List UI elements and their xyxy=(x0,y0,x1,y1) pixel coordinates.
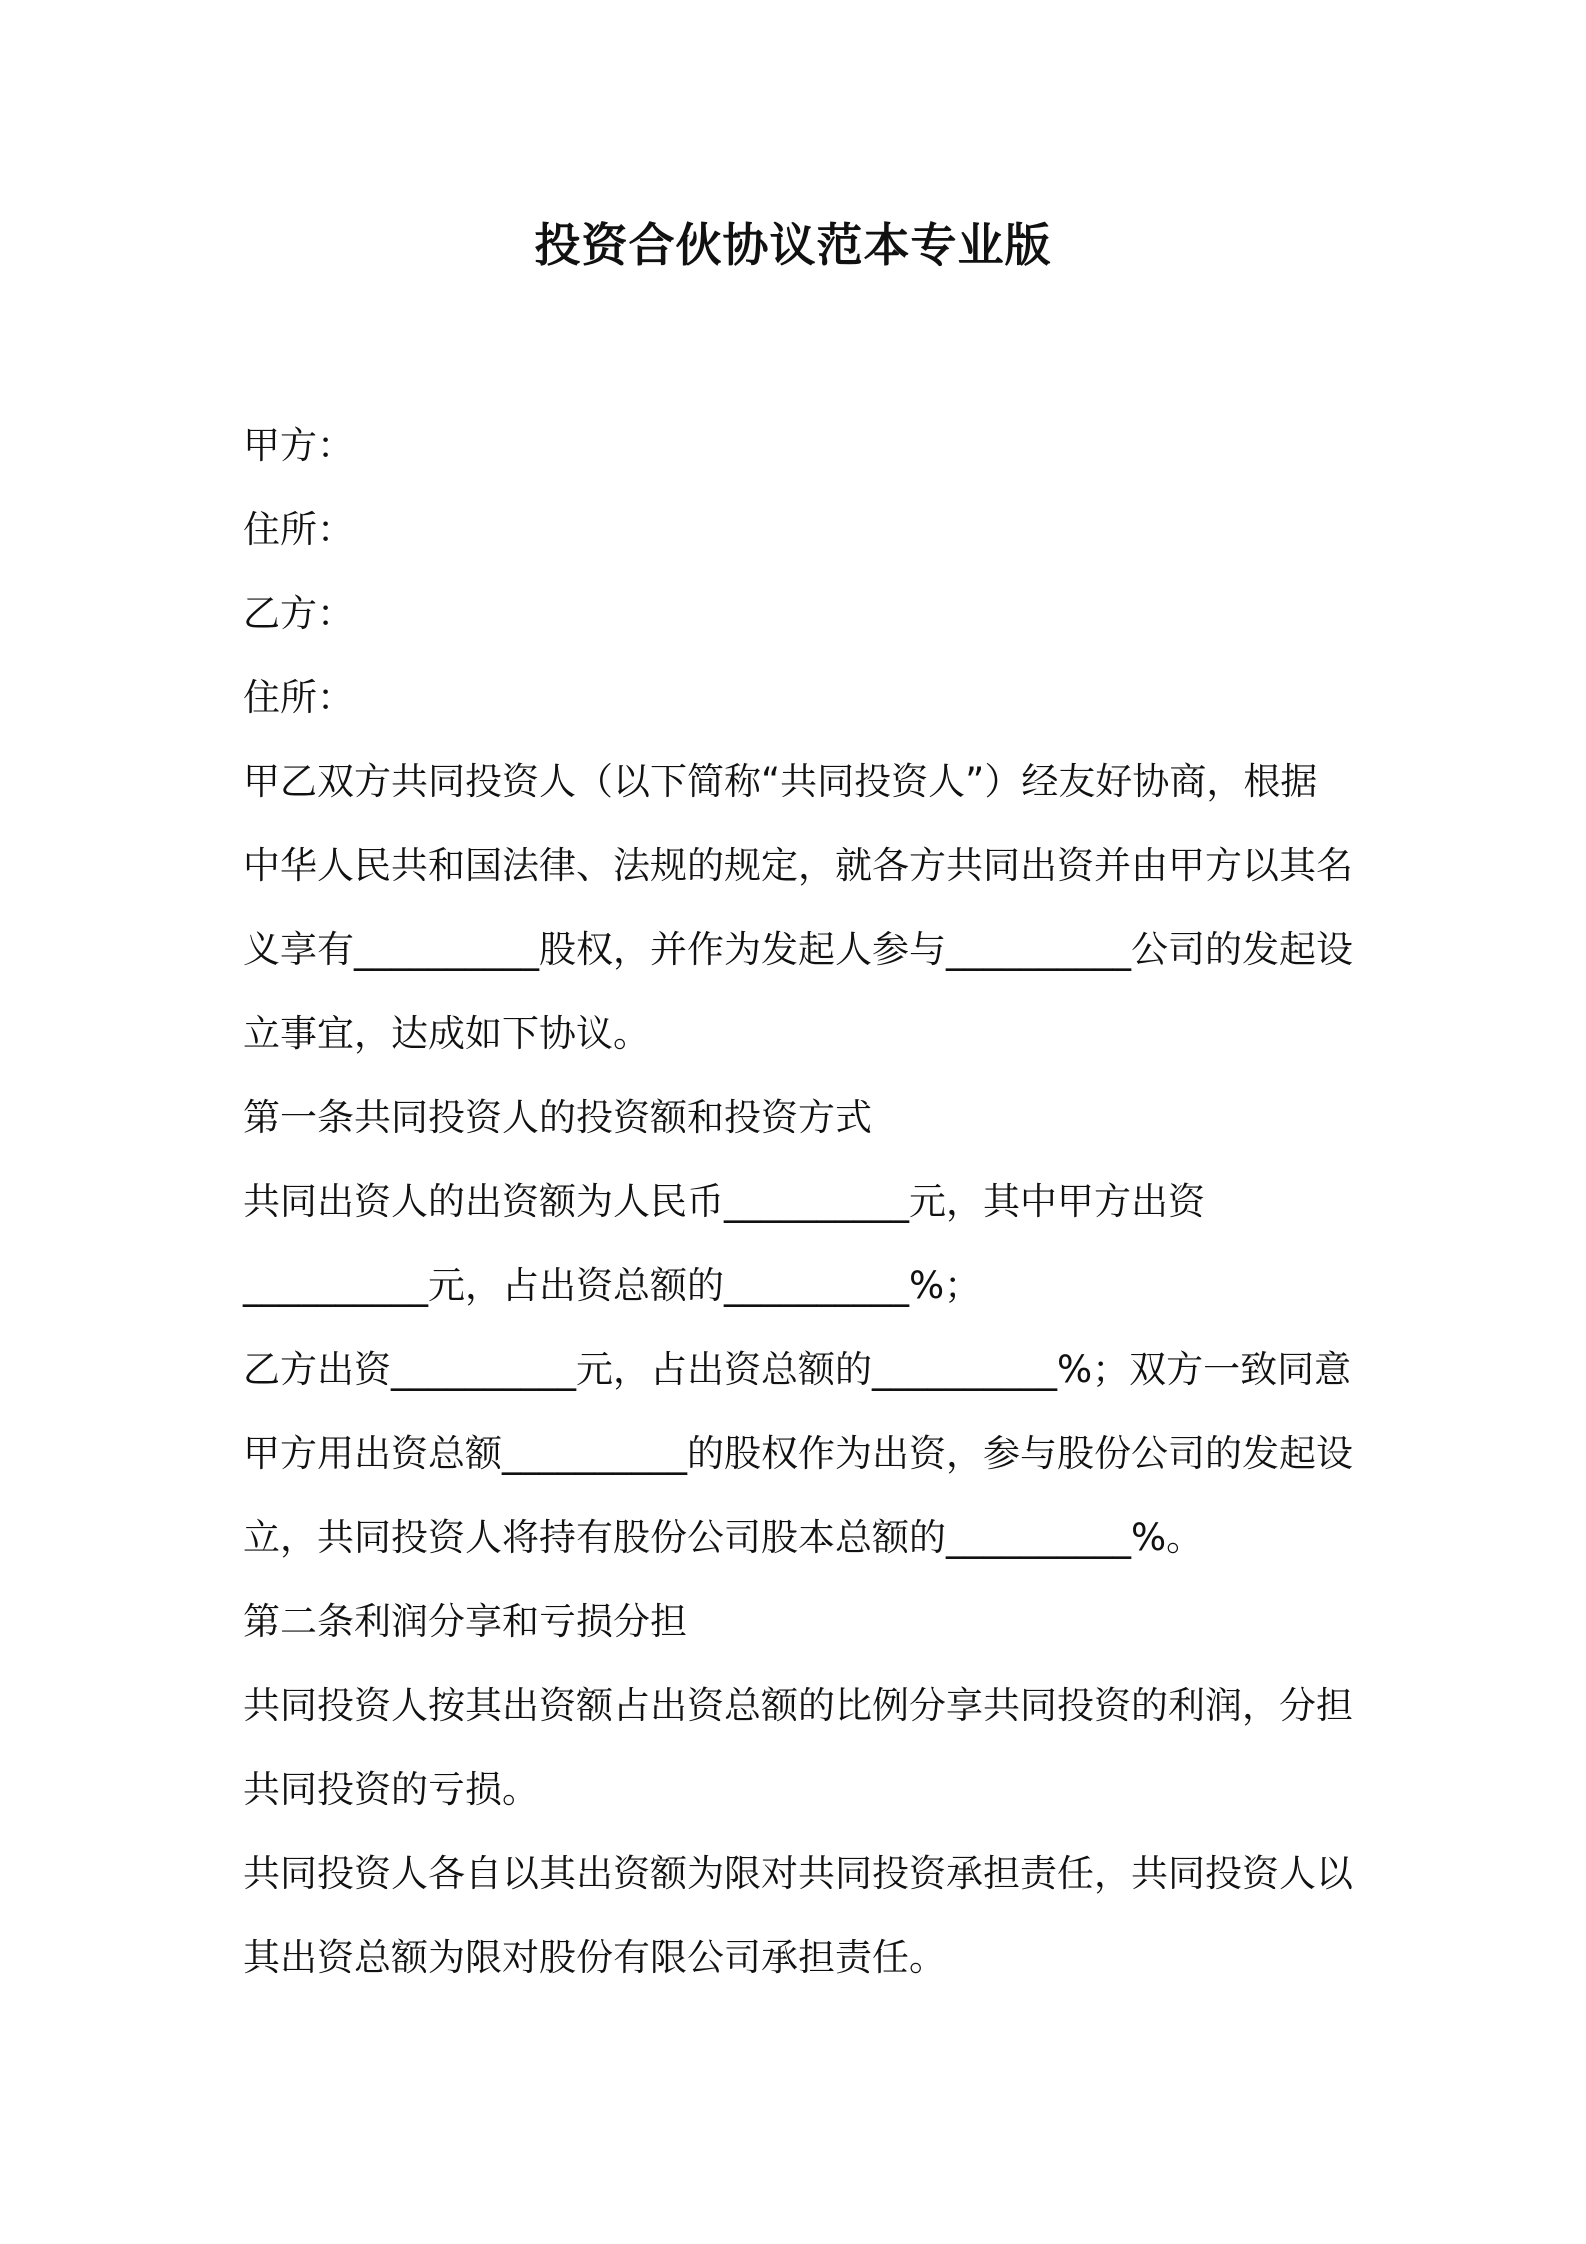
preamble-line-1: 甲乙双方共同投资人（以下简称“共同投资人”）经友好协商，根据 xyxy=(243,760,1318,803)
article-1-line-4: 甲方用出资总额__________的股权作为出资，参与股份公司的发起设 xyxy=(243,1432,1353,1475)
document-body xyxy=(243,404,1358,2000)
article-2-heading: 第二条利润分享和亏损分担 xyxy=(243,1600,687,1643)
document-title: 投资合伙协议范本专业版 xyxy=(534,218,1052,272)
article-2-line-1: 共同投资人按其出资额占出资总额的比例分享共同投资的利润，分担 xyxy=(243,1684,1353,1727)
article-1-line-5: 立，共同投资人将持有股份公司股本总额的__________%。 xyxy=(243,1516,1204,1559)
preamble-line-2: 中华人民共和国法律、法规的规定，就各方共同出资并由甲方以其名 xyxy=(243,844,1353,887)
article-1-line-1: 共同出资人的出资额为人民币__________元，其中甲方出资 xyxy=(243,1180,1205,1223)
preamble-line-3: 义享有__________股权，并作为发起人参与__________公司的发起设 xyxy=(243,928,1353,971)
article-2-line-3: 共同投资人各自以其出资额为限对共同投资承担责任，共同投资人以 xyxy=(243,1852,1353,1895)
article-2-line-4: 其出资总额为限对股份有限公司承担责任。 xyxy=(243,1936,946,1979)
preamble-line-4: 立事宜，达成如下协议。 xyxy=(243,1012,650,1055)
article-2-line-2: 共同投资的亏损。 xyxy=(243,1768,539,1811)
article-1-heading: 第一条共同投资人的投资额和投资方式 xyxy=(243,1096,872,1139)
party-a-address-label: 住所： xyxy=(243,508,354,551)
party-a-label: 甲方： xyxy=(243,424,354,467)
party-b-label: 乙方： xyxy=(243,592,354,635)
article-1-line-2: __________元，占出资总额的__________%； xyxy=(243,1264,982,1307)
article-1-line-3: 乙方出资__________元，占出资总额的__________%；双方一致同意 xyxy=(243,1348,1352,1391)
party-b-address-label: 住所： xyxy=(243,676,354,719)
